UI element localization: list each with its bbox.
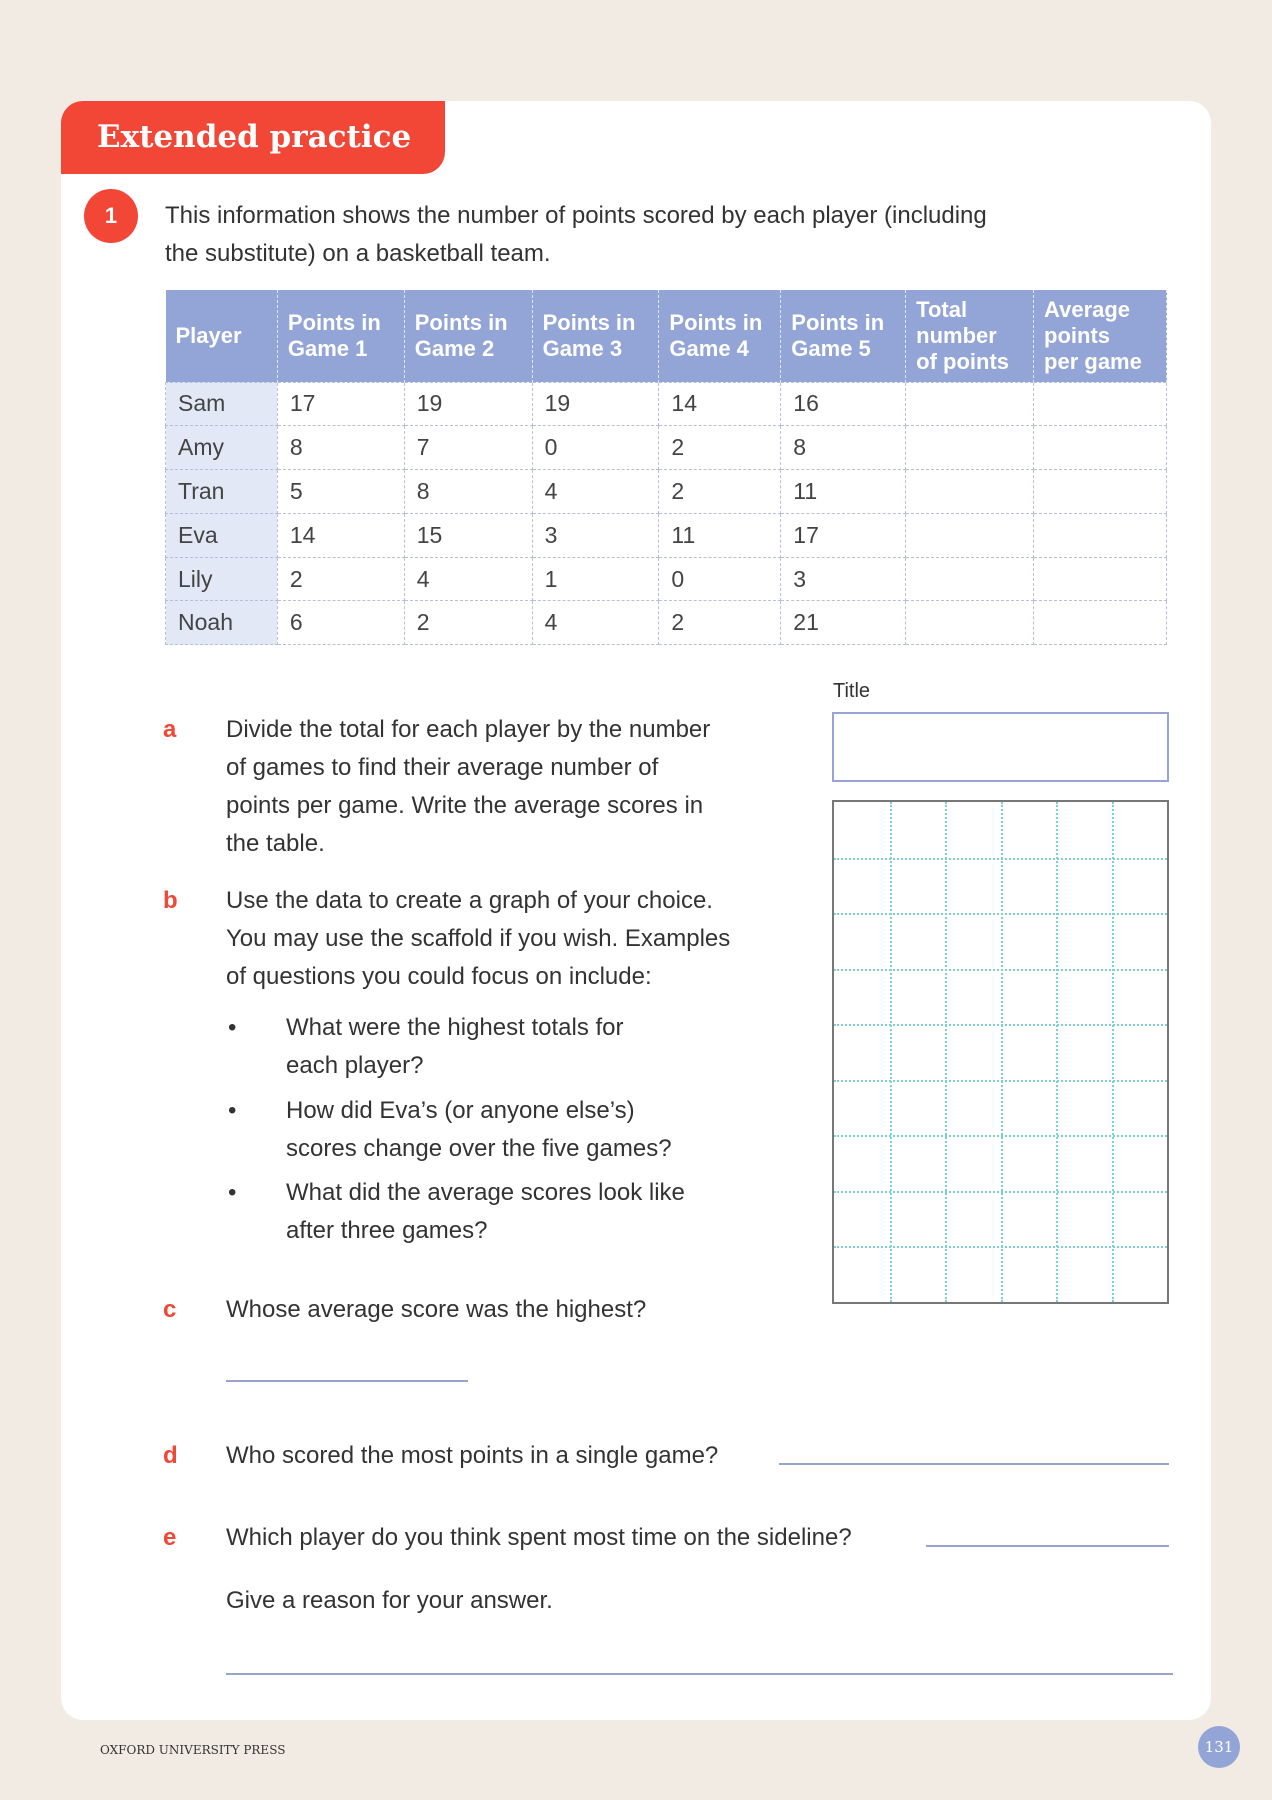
answer-line-d[interactable]: [779, 1463, 1169, 1465]
table-row: [166, 601, 1167, 645]
answer-cell[interactable]: [1034, 470, 1167, 514]
points-cell: 17: [781, 513, 906, 557]
column-header-line: Player: [175, 322, 242, 348]
section-header: Extended practice: [61, 101, 445, 174]
table-row: [166, 382, 1167, 426]
points-cell: 8: [781, 426, 906, 470]
column-header: [1034, 290, 1167, 382]
bullet-question-line: What did the average scores look like: [286, 1179, 685, 1206]
answer-cell[interactable]: [906, 382, 1034, 426]
points-table: [165, 290, 1167, 645]
column-header: [404, 290, 532, 382]
player-name-cell: Lily: [166, 557, 278, 601]
points-cell: 14: [277, 513, 404, 557]
player-name-cell: Tran: [166, 470, 278, 514]
points-cell: 2: [659, 426, 781, 470]
points-cell: 14: [659, 382, 781, 426]
question-number-badge: 1: [84, 189, 138, 243]
points-cell: 19: [404, 382, 532, 426]
player-name-cell: Amy: [166, 426, 278, 470]
column-header-line: Points in: [669, 309, 763, 335]
points-cell: 4: [404, 557, 532, 601]
part-a-text-line: the table.: [226, 830, 325, 857]
table-row: [166, 426, 1167, 470]
bullet-question-line: scores change over the five games?: [286, 1135, 672, 1162]
part-b-letter: b: [163, 887, 178, 914]
answer-cell[interactable]: [906, 470, 1034, 514]
player-name-cell: Noah: [166, 601, 278, 645]
answer-line-reason[interactable]: [226, 1673, 1173, 1675]
bullet-icon: •: [228, 1014, 237, 1041]
grid-line-vertical: [1056, 802, 1058, 1302]
points-cell: 6: [277, 601, 404, 645]
table-row: [166, 557, 1167, 601]
column-header-line: number: [916, 322, 997, 348]
bullet-question-line: after three games?: [286, 1217, 488, 1244]
column-header-line: Total: [916, 296, 968, 322]
column-header: [781, 290, 906, 382]
column-header-line: Game 2: [414, 335, 495, 361]
part-e-letter: e: [163, 1524, 177, 1551]
page-number: 131: [1198, 1726, 1240, 1768]
graph-title-label: Title: [833, 680, 871, 702]
column-header: [659, 290, 781, 382]
part-d-text: Who scored the most points in a single game?: [226, 1442, 719, 1469]
column-header-line: Game 5: [791, 335, 871, 361]
grid-line-horizontal: [834, 1024, 1167, 1026]
bullet-question-line: What were the highest totals for: [286, 1014, 624, 1041]
points-cell: 4: [532, 601, 659, 645]
answer-cell[interactable]: [1034, 426, 1167, 470]
answer-line-c[interactable]: [226, 1380, 468, 1382]
part-c-text: Whose average score was the highest?: [226, 1296, 647, 1323]
points-cell: 2: [659, 601, 781, 645]
answer-cell[interactable]: [906, 426, 1034, 470]
column-header: [166, 290, 278, 382]
player-name-cell: Eva: [166, 513, 278, 557]
grid-line-horizontal: [834, 913, 1167, 915]
grid-line-horizontal: [834, 1080, 1167, 1082]
table-row: [166, 513, 1167, 557]
publisher: OXFORD UNIVERSITY PRESS: [100, 1743, 286, 1757]
grid-line-horizontal: [834, 1191, 1167, 1193]
grid-line-horizontal: [834, 1246, 1167, 1248]
points-cell: 2: [659, 470, 781, 514]
grid-line-vertical: [1001, 802, 1003, 1302]
column-header-line: Points in: [287, 309, 381, 335]
bullet-question-line: each player?: [286, 1052, 424, 1079]
column-header: [277, 290, 404, 382]
grid-line-horizontal: [834, 969, 1167, 971]
points-cell: 11: [781, 470, 906, 514]
part-d-letter: d: [163, 1442, 178, 1469]
column-header-line: Points in: [542, 309, 636, 335]
answer-cell[interactable]: [906, 557, 1034, 601]
grid-line-horizontal: [834, 1135, 1167, 1137]
intro-line-2: the substitute) on a basketball team.: [165, 240, 551, 267]
column-header-line: per game: [1044, 348, 1142, 374]
bullet-icon: •: [228, 1097, 237, 1124]
table-row: [166, 470, 1167, 514]
part-a-text-line: points per game. Write the average scores in: [226, 792, 704, 819]
points-cell: 0: [659, 557, 781, 601]
part-b-text-line: Use the data to create a graph of your choice.: [226, 887, 713, 914]
bullet-icon: •: [228, 1179, 237, 1206]
points-cell: 2: [277, 557, 404, 601]
part-b-text-line: You may use the scaffold if you wish. Examples: [226, 925, 731, 952]
part-c-letter: c: [163, 1296, 177, 1323]
points-cell: 16: [781, 382, 906, 426]
column-header-line: points: [1044, 322, 1111, 348]
graph-scaffold-grid[interactable]: [832, 800, 1169, 1304]
column-header-line: Game 4: [669, 335, 749, 361]
points-cell: 11: [659, 513, 781, 557]
points-cell: 8: [277, 426, 404, 470]
points-cell: 3: [781, 557, 906, 601]
points-cell: 1: [532, 557, 659, 601]
grid-line-vertical: [945, 802, 947, 1302]
column-header: [906, 290, 1034, 382]
bullet-question-line: How did Eva’s (or anyone else’s): [286, 1097, 635, 1124]
column-header-line: Points in: [414, 309, 508, 335]
answer-cell[interactable]: [1034, 382, 1167, 426]
column-header-line: of points: [916, 348, 1010, 374]
points-cell: 19: [532, 382, 659, 426]
part-a-text-line: of games to find their average number of: [226, 754, 659, 781]
points-cell: 15: [404, 513, 532, 557]
points-cell: 21: [781, 601, 906, 645]
answer-cell[interactable]: [906, 513, 1034, 557]
grid-line-vertical: [1112, 802, 1114, 1302]
answer-cell[interactable]: [906, 601, 1034, 645]
table-header-row: [166, 290, 1167, 382]
graph-title-input[interactable]: [832, 712, 1169, 782]
part-a-letter: a: [163, 716, 177, 743]
column-header-line: Game 3: [542, 335, 623, 361]
part-b-text-line: of questions you could focus on include:: [226, 963, 652, 990]
points-cell: 5: [277, 470, 404, 514]
part-a-text-line: Divide the total for each player by the number: [226, 716, 711, 743]
grid-line-horizontal: [834, 858, 1167, 860]
player-name-cell: Sam: [166, 382, 278, 426]
answer-cell[interactable]: [1034, 601, 1167, 645]
points-cell: 8: [404, 470, 532, 514]
answer-cell[interactable]: [1034, 557, 1167, 601]
answer-cell[interactable]: [1034, 513, 1167, 557]
points-cell: 4: [532, 470, 659, 514]
answer-line-e[interactable]: [926, 1545, 1169, 1547]
column-header-line: Average: [1044, 296, 1131, 322]
points-cell: 7: [404, 426, 532, 470]
column-header: [532, 290, 659, 382]
column-header-line: Points in: [791, 309, 885, 335]
intro-line-1: This information shows the number of points scored by each player (including: [165, 202, 987, 229]
points-cell: 17: [277, 382, 404, 426]
grid-line-vertical: [890, 802, 892, 1302]
points-cell: 2: [404, 601, 532, 645]
part-e-text: Which player do you think spent most time on the sideline?: [226, 1524, 852, 1551]
part-e-reason: Give a reason for your answer.: [226, 1587, 553, 1614]
column-header-line: Game 1: [287, 335, 368, 361]
points-cell: 0: [532, 426, 659, 470]
points-cell: 3: [532, 513, 659, 557]
